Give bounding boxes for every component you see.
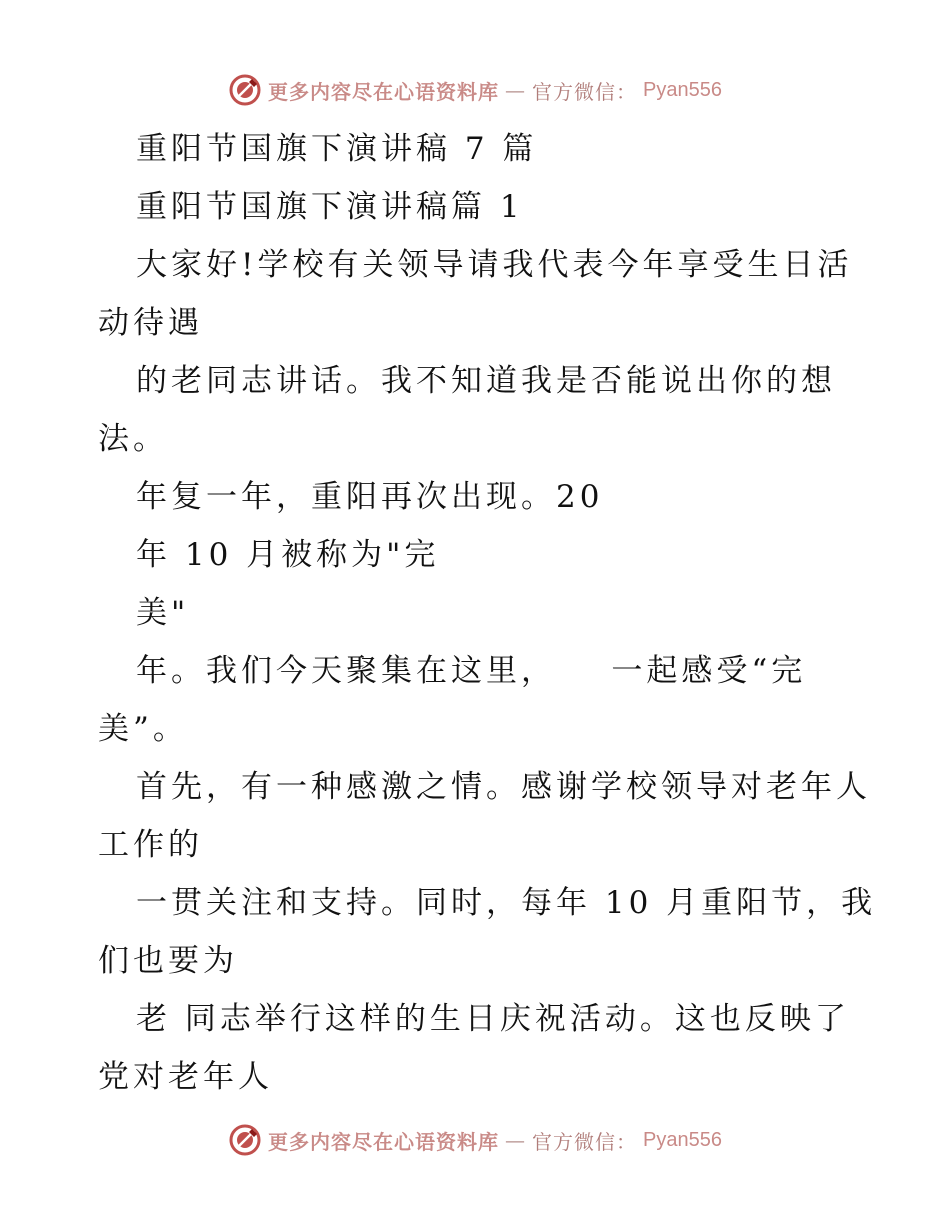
watermark-dash: — [505, 1128, 527, 1152]
section-heading: 重阳节国旗下演讲稿篇 1 [136, 189, 524, 225]
document-body [98, 120, 888, 1106]
text-line: 年复一年，重阳再次出现。20 [136, 479, 604, 515]
text-line: 年 10 月被称为"完 [136, 537, 440, 573]
text-line: 法。 [98, 421, 168, 457]
header-watermark [0, 70, 950, 110]
text-line: 动待遇 [98, 305, 203, 341]
watermark-main-text: 更多内容尽在心语资料库 [268, 1129, 500, 1154]
footer-watermark [0, 1120, 950, 1160]
watermark-wechat-id: Pyan556 [643, 78, 722, 101]
text-line: 的老同志讲话。我不知道我是否能说出你的想 [136, 363, 836, 399]
document-title: 重阳节国旗下演讲稿 7 篇 [136, 131, 538, 167]
watermark-wechat-label: 官方微信： [532, 1129, 638, 1154]
pen-seal-logo-icon [228, 1123, 262, 1157]
watermark-main-text: 更多内容尽在心语资料库 [268, 79, 500, 104]
text-line: 一贯关注和支持。同时，每年 10 月重阳节，我 [136, 885, 877, 921]
text-line: 工作的 [98, 827, 203, 863]
text-line: 大家好!学校有关领导请我代表今年享受生日活 [136, 247, 853, 283]
watermark-wechat-id: Pyan556 [643, 1128, 722, 1151]
pen-seal-logo-icon [228, 73, 262, 107]
watermark-wechat-label: 官方微信： [532, 79, 638, 104]
watermark-dash: — [505, 78, 527, 102]
text-line: 们也要为 [98, 943, 238, 979]
text-line: 老 同志举行这样的生日庆祝活动。这也反映了 [136, 1001, 850, 1037]
text-line: 首先，有一种感激之情。感谢学校领导对老年人 [136, 769, 871, 805]
text-line: 年。我们今天聚集在这里， 一起感受“完 [136, 653, 807, 689]
text-line: 美" [136, 595, 190, 631]
text-line: 党对老年人 [98, 1059, 273, 1095]
text-line: 美”。 [98, 711, 188, 747]
